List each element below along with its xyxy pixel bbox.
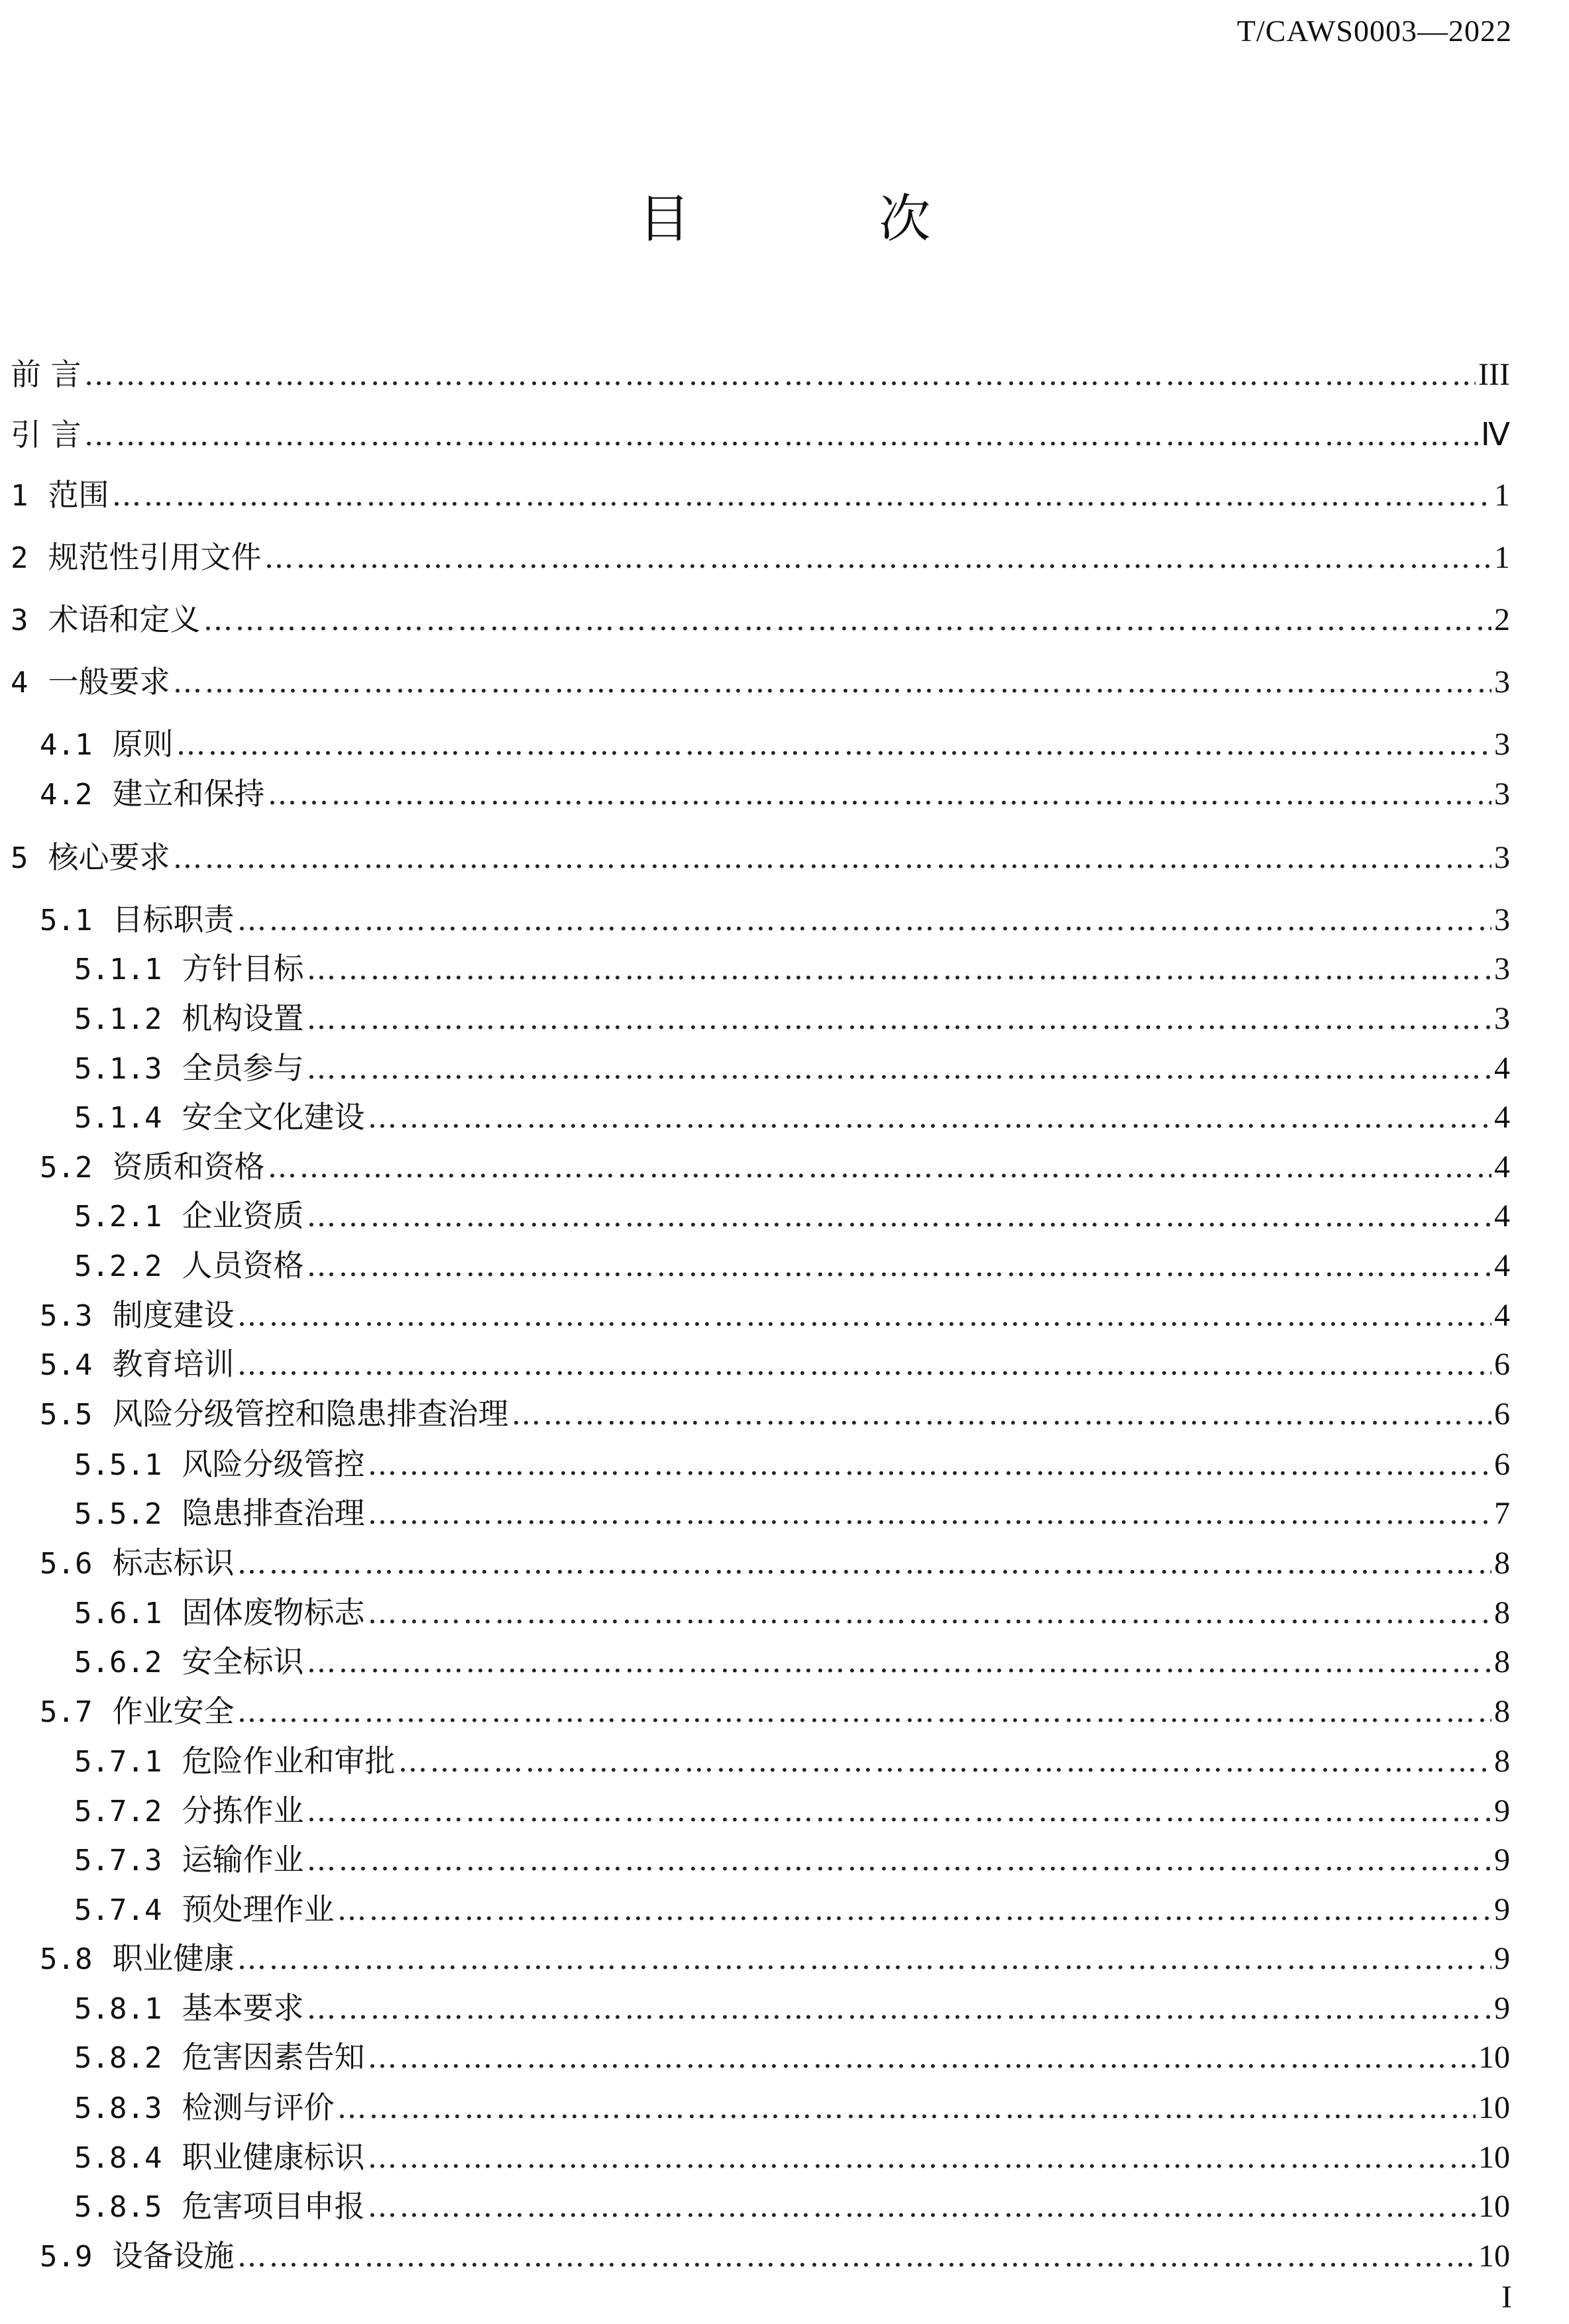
toc-entry[interactable] xyxy=(11,2137,1510,2177)
toc-entry[interactable] xyxy=(11,415,1510,454)
leader-dots xyxy=(84,355,1476,395)
leader-dots xyxy=(306,1791,1491,1831)
toc-entry[interactable] xyxy=(11,1493,1510,1533)
toc-entry-page: 9 xyxy=(1494,1842,1510,1877)
toc-entry-number: 5.1 xyxy=(40,904,93,937)
toc-entry-page: 10 xyxy=(1478,2189,1510,2224)
toc-entry[interactable] xyxy=(11,475,1510,515)
toc-entry[interactable] xyxy=(11,900,1510,939)
toc-entry-page: 6 xyxy=(1494,1347,1510,1382)
toc-entry-number: 5.9 xyxy=(40,2240,93,2274)
toc-entry[interactable] xyxy=(11,600,1510,639)
toc-entry[interactable] xyxy=(11,1295,1510,1335)
toc-entry-number: 5.8.1 xyxy=(74,1992,162,2026)
toc-entry[interactable] xyxy=(11,998,1510,1038)
leader-dots xyxy=(306,999,1491,1039)
toc-entry-number: 5.8 xyxy=(40,1942,93,1976)
leader-dots xyxy=(237,2237,1476,2276)
toc-entry-page: 3 xyxy=(1494,727,1510,762)
toc-entry-page: 1 xyxy=(1494,540,1510,575)
toc-entry-page: III xyxy=(1478,357,1510,392)
leader-dots xyxy=(237,1544,1491,1583)
leader-dots xyxy=(237,1939,1491,1979)
leader-dots xyxy=(367,2038,1476,2078)
toc-entry-title: 引 言 xyxy=(11,417,81,452)
leader-dots xyxy=(264,538,1492,578)
toc-entry-number: 5.8.4 xyxy=(74,2141,162,2175)
leader-dots xyxy=(306,949,1491,989)
toc-entry-number: 5.3 xyxy=(40,1299,93,1333)
toc-entry[interactable] xyxy=(11,1394,1510,1434)
toc-entry-page: 10 xyxy=(1478,2040,1510,2075)
toc-entry-title: 一般要求 xyxy=(48,664,170,700)
toc-entry-page: 8 xyxy=(1494,1694,1510,1729)
toc-entry-title: 危险作业和审批 xyxy=(182,1743,396,1779)
toc-entry-title: 机构设置 xyxy=(182,1000,304,1036)
toc-entry-number: 5.1.1 xyxy=(74,953,162,986)
toc-entry[interactable] xyxy=(11,774,1510,814)
toc-entry-title: 建立和保持 xyxy=(112,776,265,812)
toc-entry-title: 核心要求 xyxy=(48,839,170,875)
toc-entry-number: 5.7.4 xyxy=(74,1893,162,1927)
toc-entry-title: 制度建设 xyxy=(112,1297,235,1333)
toc-entry[interactable] xyxy=(11,1642,1510,1681)
toc-entry[interactable] xyxy=(11,1543,1510,1583)
toc-entry-page: 9 xyxy=(1494,1892,1510,1927)
toc-entry-page: 3 xyxy=(1494,902,1510,937)
toc-entry-title: 术语和定义 xyxy=(48,602,201,637)
toc-entry-page: 4 xyxy=(1494,1051,1510,1086)
toc-entry[interactable] xyxy=(11,1741,1510,1781)
toc-entry[interactable] xyxy=(11,1147,1510,1187)
leader-dots xyxy=(173,662,1492,702)
leader-dots xyxy=(112,476,1492,515)
toc-entry-title: 风险分级管控和隐患排查治理 xyxy=(112,1396,509,1432)
toc-entry-title: 分拣作业 xyxy=(182,1793,304,1828)
toc-entry-number: 5.2.1 xyxy=(74,1200,162,1234)
toc-entry[interactable] xyxy=(11,2236,1510,2276)
toc-entry[interactable] xyxy=(11,1444,1510,1484)
toc-entry-title: 固体废物标志 xyxy=(182,1595,365,1630)
toc-entry-title: 资质和资格 xyxy=(112,1149,265,1185)
toc-entry[interactable] xyxy=(11,1938,1510,1978)
toc-entry[interactable] xyxy=(11,949,1510,988)
toc-entry-title: 方针目标 xyxy=(182,951,304,986)
toc-entry-page: 4 xyxy=(1494,1248,1510,1283)
toc-entry-title: 运输作业 xyxy=(182,1842,304,1877)
toc-entry-number: 5.6.2 xyxy=(74,1646,162,1679)
toc-entry[interactable] xyxy=(11,1593,1510,1632)
toc-entry-number: 5.1.2 xyxy=(74,1002,162,1036)
toc-entry-number: 5.1.3 xyxy=(74,1052,162,1086)
toc-entry[interactable] xyxy=(11,724,1510,764)
toc-entry[interactable] xyxy=(11,1196,1510,1236)
toc-entry-page: 3 xyxy=(1494,1001,1510,1036)
toc-entry-page: Ⅳ xyxy=(1480,417,1510,452)
toc-entry-title: 作业安全 xyxy=(112,1693,235,1729)
toc-entry-page: 6 xyxy=(1494,1447,1510,1482)
toc-entry-page: 8 xyxy=(1494,1546,1510,1581)
toc-entry-page: 4 xyxy=(1494,1100,1510,1135)
document-code: T/CAWS0003—2022 xyxy=(1236,14,1512,48)
toc-entry-number: 5.1.4 xyxy=(74,1101,162,1135)
leader-dots xyxy=(306,1642,1491,1682)
toc-entry-number: 4 xyxy=(11,666,28,700)
toc-entry[interactable] xyxy=(11,1791,1510,1830)
toc-entry-page: 2 xyxy=(1494,602,1510,637)
toc-entry[interactable] xyxy=(11,2186,1510,2226)
leader-dots xyxy=(84,415,1478,455)
leader-dots xyxy=(398,1742,1491,1781)
toc-entry-title: 规范性引用文件 xyxy=(48,539,262,575)
page-title: 目 次 xyxy=(638,189,1017,249)
leader-dots xyxy=(367,1098,1491,1137)
toc-entry-title: 原则 xyxy=(112,726,174,762)
toc-entry[interactable] xyxy=(11,837,1510,877)
toc-entry-number: 5.7 xyxy=(40,1695,93,1729)
leader-dots xyxy=(306,1246,1491,1286)
leader-dots xyxy=(306,1840,1491,1880)
toc-entry-number: 5.5.2 xyxy=(74,1497,162,1531)
leader-dots xyxy=(367,1593,1491,1633)
toc-entry-page: 8 xyxy=(1494,1595,1510,1630)
leader-dots xyxy=(367,2187,1476,2227)
leader-dots xyxy=(173,838,1492,878)
toc-entry-number: 4.1 xyxy=(40,728,93,762)
toc-entry-title: 预处理作业 xyxy=(182,1891,335,1927)
leader-dots xyxy=(237,1692,1491,1732)
toc-entry-page: 3 xyxy=(1494,664,1510,700)
toc-entry-title: 职业健康 xyxy=(112,1940,235,1976)
toc-entry-number: 5.8.5 xyxy=(74,2190,162,2224)
toc-entry-number: 5.6.1 xyxy=(74,1597,162,1630)
leader-dots xyxy=(337,1890,1491,1930)
toc-entry-title: 基本要求 xyxy=(182,1990,304,2026)
toc-entry[interactable] xyxy=(11,1344,1510,1384)
toc-entry-page: 3 xyxy=(1494,840,1510,875)
toc-entry-page: 7 xyxy=(1494,1496,1510,1531)
toc-entry-number: 3 xyxy=(11,604,28,637)
toc-entry[interactable] xyxy=(11,1889,1510,1929)
toc-entry-page: 8 xyxy=(1494,1744,1510,1779)
toc-entry-page: 4 xyxy=(1494,1149,1510,1185)
toc-entry-page: 1 xyxy=(1494,478,1510,513)
toc-entry-page: 3 xyxy=(1494,776,1510,812)
toc-entry-page: 3 xyxy=(1494,951,1510,986)
toc-entry-number: 1 xyxy=(11,479,28,513)
toc-entry-title: 隐患排查治理 xyxy=(182,1495,365,1531)
toc-entry[interactable] xyxy=(11,537,1510,577)
leader-dots xyxy=(367,1445,1491,1485)
leader-dots xyxy=(306,1196,1491,1236)
leader-dots xyxy=(237,900,1491,940)
toc-entry-page: 10 xyxy=(1478,2140,1510,2175)
toc-entry-number: 5.5.1 xyxy=(74,1448,162,1482)
toc-entry[interactable] xyxy=(11,1245,1510,1285)
toc-entry-title: 标志标识 xyxy=(112,1545,235,1581)
leader-dots xyxy=(237,1296,1491,1336)
toc-entry[interactable] xyxy=(11,662,1510,702)
toc-entry-title: 范围 xyxy=(48,477,109,513)
toc-entry-number: 2 xyxy=(11,541,28,575)
toc-entry-number: 5 xyxy=(11,841,28,875)
toc-entry-number: 5.8.2 xyxy=(74,2041,162,2075)
toc-entry-title: 企业资质 xyxy=(182,1198,304,1234)
toc-entry[interactable] xyxy=(11,354,1510,394)
toc-entry-title: 前 言 xyxy=(11,356,81,392)
leader-dots xyxy=(176,725,1491,765)
toc-entry-title: 安全标识 xyxy=(182,1644,304,1679)
toc-entry-page: 4 xyxy=(1494,1198,1510,1234)
leader-dots xyxy=(511,1395,1491,1434)
toc-entry-page: 8 xyxy=(1494,1644,1510,1679)
toc-entry[interactable] xyxy=(11,1988,1510,2028)
toc-entry[interactable] xyxy=(11,2087,1510,2127)
leader-dots xyxy=(367,1494,1491,1534)
toc-entry-number: 5.2.2 xyxy=(74,1249,162,1283)
leader-dots xyxy=(267,774,1491,814)
leader-dots xyxy=(267,1147,1491,1187)
leader-dots xyxy=(203,600,1492,640)
toc-entry[interactable] xyxy=(11,1048,1510,1088)
toc-entry-title: 风险分级管控 xyxy=(182,1446,365,1482)
toc-entry[interactable] xyxy=(11,1097,1510,1137)
leader-dots xyxy=(306,1049,1491,1088)
toc-entry-title: 设备设施 xyxy=(112,2238,235,2274)
toc-entry-page: 6 xyxy=(1494,1397,1510,1432)
toc-entry-title: 危害因素告知 xyxy=(182,2039,365,2075)
toc-entry-page: 4 xyxy=(1494,1298,1510,1333)
toc-entry-number: 4.2 xyxy=(40,778,93,812)
toc-entry-number: 5.4 xyxy=(40,1348,93,1382)
toc-entry-title: 安全文化建设 xyxy=(182,1099,365,1135)
toc-entry-title: 检测与评价 xyxy=(182,2089,335,2125)
toc-entry-page: 9 xyxy=(1494,1793,1510,1828)
toc-entry[interactable] xyxy=(11,2037,1510,2077)
toc-entry-page: 9 xyxy=(1494,1991,1510,2026)
toc-entry-title: 全员参与 xyxy=(182,1050,304,1086)
toc-entry-page: 10 xyxy=(1478,2239,1510,2274)
toc-entry-number: 5.6 xyxy=(40,1547,93,1581)
toc-entry-page: 9 xyxy=(1494,1941,1510,1976)
leader-dots xyxy=(237,1345,1491,1385)
leader-dots xyxy=(337,2088,1476,2128)
leader-dots xyxy=(306,1989,1491,2029)
toc-entry-title: 目标职责 xyxy=(112,902,235,937)
toc-entry-title: 教育培训 xyxy=(112,1346,235,1382)
leader-dots xyxy=(367,2138,1476,2178)
toc-entry[interactable] xyxy=(11,1840,1510,1879)
toc-entry[interactable] xyxy=(11,1691,1510,1731)
toc-entry-title: 人员资格 xyxy=(182,1247,304,1283)
toc-entry-title: 职业健康标识 xyxy=(182,2139,365,2175)
toc-entry-number: 5.8.3 xyxy=(74,2091,162,2125)
toc-entry-number: 5.5 xyxy=(40,1398,93,1432)
toc-entry-number: 5.7.3 xyxy=(74,1844,162,1877)
toc-entry-title: 危害项目申报 xyxy=(182,2188,365,2224)
page-number: I xyxy=(1501,2280,1512,2315)
toc-entry-number: 5.7.1 xyxy=(74,1745,162,1779)
toc-entry-page: 10 xyxy=(1478,2090,1510,2125)
toc-entry-number: 5.7.2 xyxy=(74,1795,162,1828)
toc-entry-number: 5.2 xyxy=(40,1151,93,1185)
